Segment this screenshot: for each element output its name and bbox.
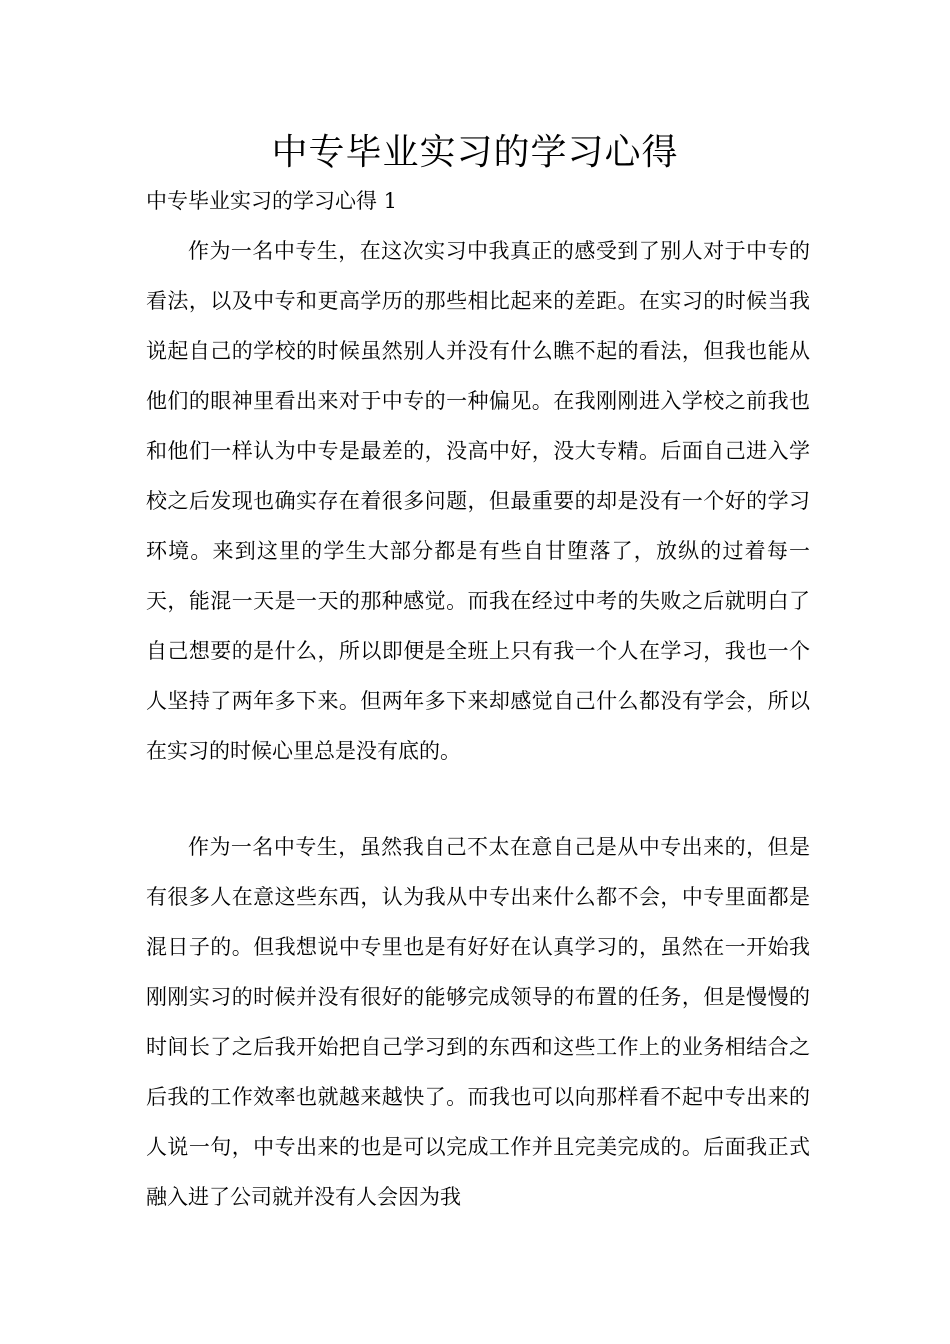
body-paragraph-1: 作为一名中专生，在这次实习中我真正的感受到了别人对于中专的看法，以及中专和更高学历的那些相比起来的差距。在实习的时候当我说起自己的学校的时候虽然别人并没有什么瞧不起的看法，但我也能从他们的眼神里看出来对于中专的一种偏见。在我刚刚进入学校之前我也和他们一样认为中专是最差的，没高中好，没大专精。后面自己进入学校之后发现也确实存在着很多问题，但最重要的却是没有一个好的学习环境。来到这里的学生大部分都是有些自甘堕落了，放纵的过着每一天，能混一天是一天的那种感觉。而我在经过中考的失败之后就明白了自己想要的是什么，所以即便是全班上只有我一个人在学习，我也一个人坚持了两年多下来。但两年多下来却感觉自己什么都没有学会，所以在实习的时候心里总是没有底的。 — [146, 239, 810, 763]
document-title: 中专毕业实习的学习心得 — [271, 132, 679, 173]
section-heading: 中专毕业实习的学习心得 1 — [146, 189, 398, 213]
body-paragraph-2: 作为一名中专生，虽然我自己不太在意自己是从中专出来的，但是有很多人在意这些东西，认为我从中专出来什么都不会，中专里面都是混日子的。但我想说中专里也是有好好在认真学习的，虽然在一开始我刚刚实习的时候并没有很好的能够完成领导的布置的任务，但是慢慢的时间长了之后我开始把自己学习到的东西和这些工作上的业务相结合之后我的工作效率也就越来越快了。而我也可以向那样看不起中专出来的人说一句，中专出来的也是可以完成工作并且完美完成的。后面我正式融入进了公司就并没有人会因为我 — [146, 835, 810, 1209]
